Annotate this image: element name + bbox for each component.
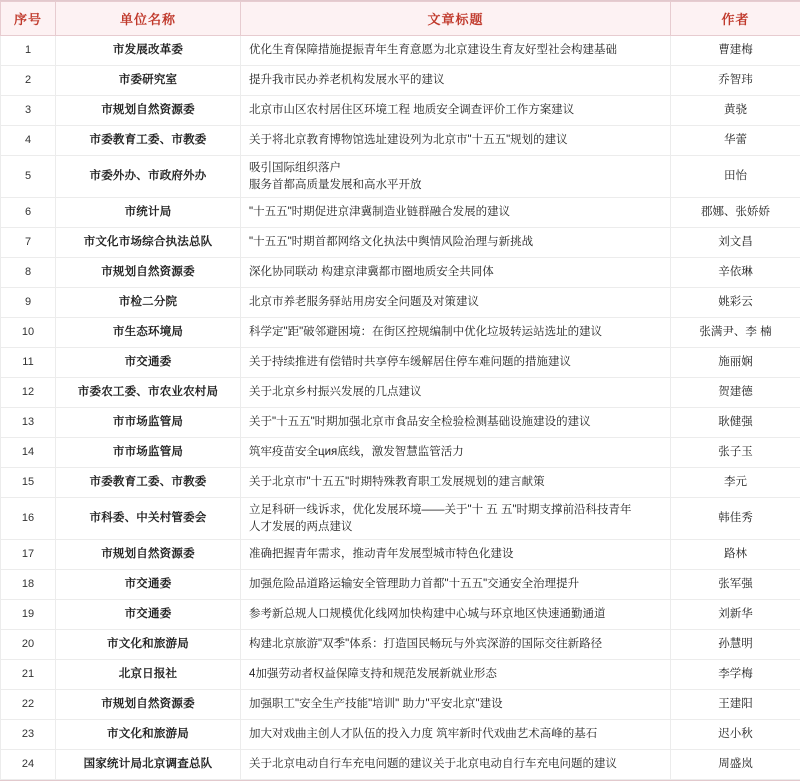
- cell-unit: 国家统计局北京调查总队: [56, 750, 241, 780]
- column-header-author: 作者: [671, 2, 800, 36]
- table-body: [1, 36, 800, 780]
- cell-unit: 市统计局: [56, 198, 241, 228]
- cell-unit: 市文化和旅游局: [56, 630, 241, 660]
- table-row: [1, 288, 800, 318]
- cell-author: 李元: [671, 468, 800, 498]
- cell-seq: 5: [1, 156, 56, 198]
- cell-author: 郡娜、张娇娇: [671, 198, 800, 228]
- table-row: [1, 378, 800, 408]
- table-row: [1, 438, 800, 468]
- cell-seq: 19: [1, 600, 56, 630]
- cell-seq: 17: [1, 540, 56, 570]
- cell-title: 北京市山区农村居住区环境工程 地质安全调查评价工作方案建议: [241, 96, 671, 126]
- cell-author: 迟小秋: [671, 720, 800, 750]
- cell-author: 乔智玮: [671, 66, 800, 96]
- cell-author: 耿健强: [671, 408, 800, 438]
- cell-author: 姚彩云: [671, 288, 800, 318]
- cell-title: 关于北京电动自行车充电问题的建议关于北京电动自行车充电问题的建议: [241, 750, 671, 780]
- cell-unit: 市市场监管局: [56, 438, 241, 468]
- table-row: [1, 36, 800, 66]
- article-list-table: [0, 1, 800, 780]
- table-row: [1, 126, 800, 156]
- cell-unit: 市委教育工委、市教委: [56, 468, 241, 498]
- cell-seq: 12: [1, 378, 56, 408]
- cell-title: 关于"十五五"时期加强北京市食品安全检验检测基础设施建设的建议: [241, 408, 671, 438]
- table-row: [1, 498, 800, 540]
- cell-seq: 4: [1, 126, 56, 156]
- cell-seq: 10: [1, 318, 56, 348]
- cell-author: 田怡: [671, 156, 800, 198]
- cell-author: 张军强: [671, 570, 800, 600]
- table-row: [1, 66, 800, 96]
- cell-seq: 21: [1, 660, 56, 690]
- cell-seq: 20: [1, 630, 56, 660]
- cell-unit: 市市场监管局: [56, 408, 241, 438]
- table-row: [1, 570, 800, 600]
- cell-title: 深化协同联动 构建京津冀都市圈地质安全共同体: [241, 258, 671, 288]
- cell-title: 优化生育保障措施提振青年生育意愿为北京建设生育友好型社会构建基础: [241, 36, 671, 66]
- cell-unit: 市规划自然资源委: [56, 96, 241, 126]
- cell-title: 加大对戏曲主创人才队伍的投入力度 筑牢新时代戏曲艺术高峰的基石: [241, 720, 671, 750]
- table-row: [1, 258, 800, 288]
- cell-seq: 24: [1, 750, 56, 780]
- table-row: [1, 540, 800, 570]
- cell-title: 关于北京乡村振兴发展的几点建议: [241, 378, 671, 408]
- cell-title: [241, 498, 671, 540]
- cell-unit: 市生态环境局: [56, 318, 241, 348]
- cell-author: 刘新华: [671, 600, 800, 630]
- cell-author: 华蕾: [671, 126, 800, 156]
- cell-unit: 市委外办、市政府外办: [56, 156, 241, 198]
- table-header-row: [1, 2, 800, 36]
- cell-unit: 市规划自然资源委: [56, 258, 241, 288]
- cell-author: 王建阳: [671, 690, 800, 720]
- cell-title: 加强危险品道路运输安全管理助力首都"十五五"交通安全治理提升: [241, 570, 671, 600]
- cell-author: 孙慧明: [671, 630, 800, 660]
- table-row: [1, 600, 800, 630]
- cell-seq: 3: [1, 96, 56, 126]
- cell-unit: 市委农工委、市农业农村局: [56, 378, 241, 408]
- cell-title: 加强职工"安全生产技能"培训" 助力"平安北京"建设: [241, 690, 671, 720]
- cell-title: "十五五"时期首都网络文化执法中舆情风险治理与新挑战: [241, 228, 671, 258]
- cell-author: 黄骁: [671, 96, 800, 126]
- cell-seq: 22: [1, 690, 56, 720]
- table-row: [1, 720, 800, 750]
- cell-seq: 16: [1, 498, 56, 540]
- cell-seq: 15: [1, 468, 56, 498]
- cell-unit: 市检二分院: [56, 288, 241, 318]
- cell-title: 关于北京市"十五五"时期特殊教育职工发展规划的建言献策: [241, 468, 671, 498]
- cell-title-line: 服务首都高质量发展和高水平开放: [249, 177, 664, 194]
- cell-author: 曹建梅: [671, 36, 800, 66]
- cell-title-line: 人才发展的两点建议: [249, 519, 664, 536]
- cell-title-line: 立足科研一线诉求，优化发展环境——关于"十 五 五"时期支撑前沿科技青年: [249, 502, 664, 519]
- table-header: [1, 2, 800, 36]
- cell-unit: 市委研究室: [56, 66, 241, 96]
- cell-title: [241, 156, 671, 198]
- column-header-unit: 单位名称: [56, 2, 241, 36]
- cell-seq: 18: [1, 570, 56, 600]
- cell-unit: 市科委、中关村管委会: [56, 498, 241, 540]
- cell-seq: 23: [1, 720, 56, 750]
- table-row: [1, 750, 800, 780]
- cell-seq: 8: [1, 258, 56, 288]
- cell-unit: 市文化市场综合执法总队: [56, 228, 241, 258]
- table-row: [1, 660, 800, 690]
- cell-seq: 14: [1, 438, 56, 468]
- cell-author: 韩佳秀: [671, 498, 800, 540]
- cell-title-line: 吸引国际组织落户: [249, 160, 664, 177]
- table-row: [1, 348, 800, 378]
- table-row: [1, 228, 800, 258]
- cell-title: 准确把握青年需求，推动青年发展型城市特色化建设: [241, 540, 671, 570]
- cell-seq: 13: [1, 408, 56, 438]
- table-row: [1, 198, 800, 228]
- table-row: [1, 408, 800, 438]
- column-header-seq: 序号: [1, 2, 56, 36]
- cell-title: 北京市养老服务驿站用房安全问题及对策建议: [241, 288, 671, 318]
- cell-title: "十五五"时期促进京津冀制造业链群融合发展的建议: [241, 198, 671, 228]
- cell-unit: 市交通委: [56, 348, 241, 378]
- cell-seq: 9: [1, 288, 56, 318]
- cell-author: 贺建德: [671, 378, 800, 408]
- cell-author: 刘文昌: [671, 228, 800, 258]
- cell-seq: 6: [1, 198, 56, 228]
- cell-unit: 市交通委: [56, 570, 241, 600]
- cell-unit: 市规划自然资源委: [56, 540, 241, 570]
- cell-title: 科学定"距"破邻避困境：在街区控规编制中优化垃圾转运站选址的建议: [241, 318, 671, 348]
- cell-title: 提升我市民办养老机构发展水平的建议: [241, 66, 671, 96]
- cell-author: 张满尹、李 楠: [671, 318, 800, 348]
- cell-title: 构建北京旅游"双季"体系：打造国民畅玩与外宾深游的国际交往新路径: [241, 630, 671, 660]
- cell-unit: 市委教育工委、市教委: [56, 126, 241, 156]
- cell-author: 施丽娴: [671, 348, 800, 378]
- cell-seq: 1: [1, 36, 56, 66]
- table-row: [1, 156, 800, 198]
- cell-author: 张子玉: [671, 438, 800, 468]
- cell-title: 参考新总规人口规模优化线网加快构建中心城与环京地区快速通勤通道: [241, 600, 671, 630]
- cell-unit: 市交通委: [56, 600, 241, 630]
- table-row: [1, 468, 800, 498]
- cell-author: 李学梅: [671, 660, 800, 690]
- cell-seq: 7: [1, 228, 56, 258]
- cell-unit: 市文化和旅游局: [56, 720, 241, 750]
- cell-unit: 市发展改革委: [56, 36, 241, 66]
- cell-unit: 北京日报社: [56, 660, 241, 690]
- table-row: [1, 690, 800, 720]
- cell-title: 关于将北京教育博物馆选址建设列为北京市"十五五"规划的建议: [241, 126, 671, 156]
- cell-author: 路林: [671, 540, 800, 570]
- cell-seq: 2: [1, 66, 56, 96]
- table-row: [1, 96, 800, 126]
- table-row: [1, 630, 800, 660]
- cell-title: 关于持续推进有偿错时共享停车缓解居住停车难问题的措施建议: [241, 348, 671, 378]
- cell-unit: 市规划自然资源委: [56, 690, 241, 720]
- table-row: [1, 318, 800, 348]
- cell-title: 筑牢疫苗安全ция底线，激发智慧监管活力: [241, 438, 671, 468]
- cell-author: 周盛岚: [671, 750, 800, 780]
- cell-seq: 11: [1, 348, 56, 378]
- column-header-title: 文章标题: [241, 2, 671, 36]
- cell-title: 4加强劳动者权益保障支持和规范发展新就业形态: [241, 660, 671, 690]
- cell-author: 辛依琳: [671, 258, 800, 288]
